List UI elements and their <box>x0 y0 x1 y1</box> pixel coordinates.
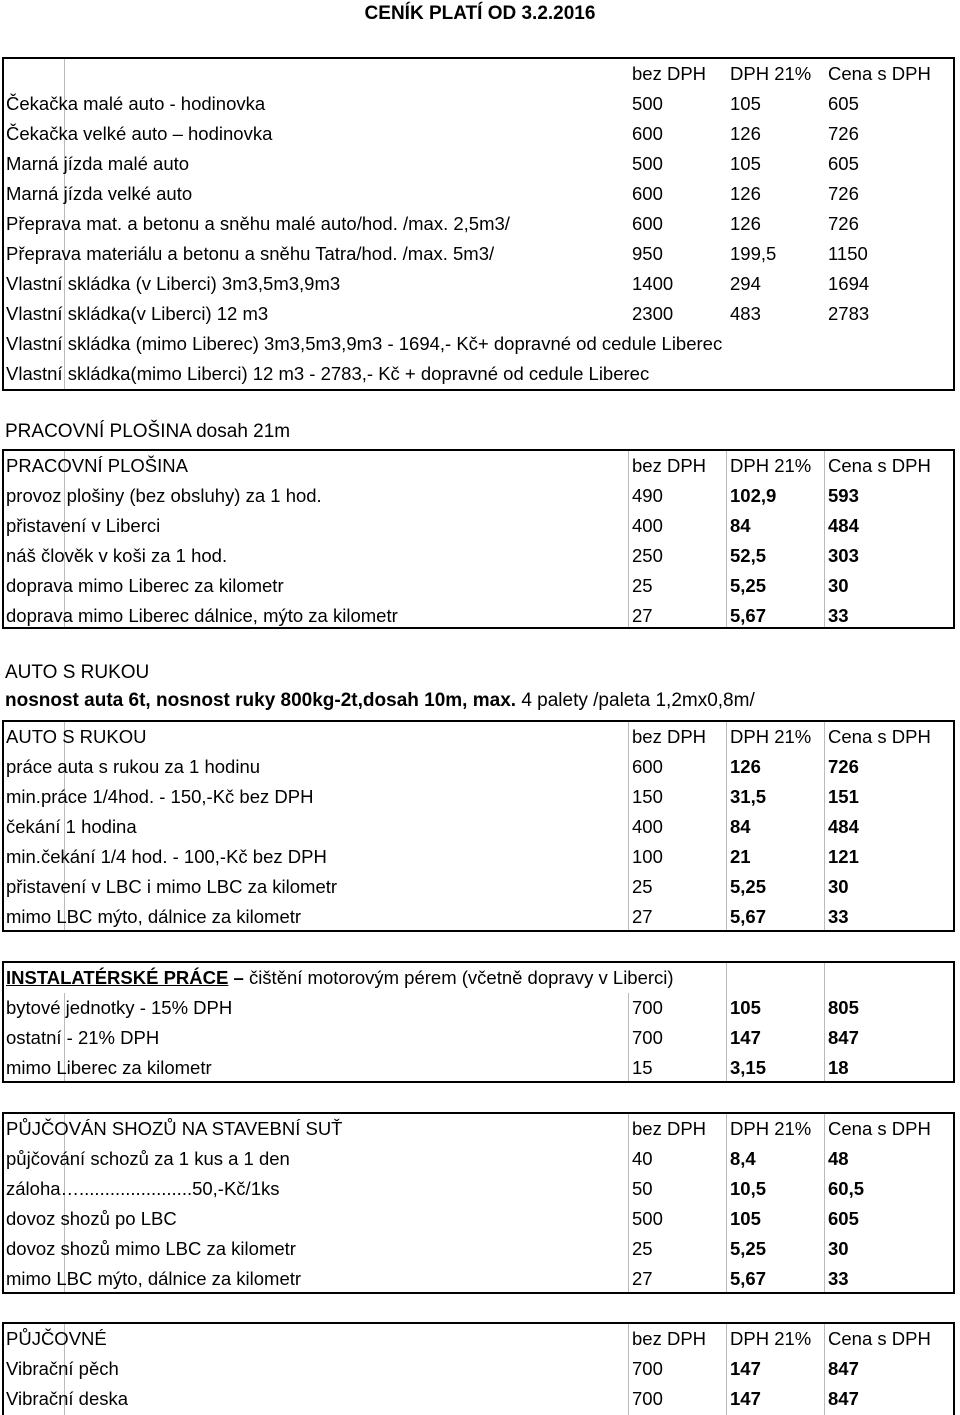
price-cena-s-dph: 151 <box>828 786 859 807</box>
col-header-bez-dph: bez DPH <box>632 726 707 747</box>
price-bez-dph: 500 <box>632 1208 663 1229</box>
section-subtitle-auto-s-rukou <box>5 690 755 712</box>
price-dph: 52,5 <box>730 545 767 566</box>
table-header-row <box>4 722 953 752</box>
row-label: dovoz shozů mimo LBC za kilometr <box>6 1238 296 1259</box>
row-label: náš člověk v koši za 1 hod. <box>6 545 228 566</box>
price-bez-dph: 490 <box>632 485 663 506</box>
row-label: čekání 1 hodina <box>6 816 137 837</box>
row-label: Vlastní skládka(v Liberci) 12 m3 <box>6 303 269 324</box>
table-row <box>4 1264 953 1294</box>
table-row <box>4 902 953 932</box>
price-cena-s-dph: 726 <box>828 183 859 204</box>
table-header-row <box>4 1324 953 1354</box>
table-row <box>4 209 953 239</box>
price-cena-s-dph: 726 <box>828 213 859 234</box>
col-header-cena: Cena s DPH <box>828 63 931 84</box>
row-label: záloha…......................50,-Kč/1ks <box>6 1178 280 1199</box>
table-row <box>4 481 953 511</box>
row-label: Vlastní skládka (mimo Liberec) 3m3,5m3,9m3 - 1694,- Kč+ dopravné od cedule Liberec <box>6 333 723 354</box>
price-cena-s-dph: 605 <box>828 93 859 114</box>
row-label: Přeprava mat. a betonu a sněhu malé auto/hod. /max. 2,5m3/ <box>6 213 510 234</box>
table-row <box>4 179 953 209</box>
price-dph: 5,25 <box>730 1238 767 1259</box>
price-cena-s-dph: 847 <box>828 1358 859 1379</box>
table-row <box>4 1023 953 1053</box>
price-cena-s-dph: 2783 <box>828 303 870 324</box>
price-dph: 483 <box>730 303 761 324</box>
price-table-instalaterske-prace <box>2 961 955 1083</box>
price-cena-s-dph: 605 <box>828 153 859 174</box>
header-dash: – <box>228 967 249 988</box>
table-row <box>4 299 953 329</box>
price-cena-s-dph: 18 <box>828 1057 849 1078</box>
price-dph: 5,25 <box>730 876 767 897</box>
table-row <box>4 1384 953 1414</box>
table-header-row <box>4 451 953 481</box>
price-cena-s-dph: 121 <box>828 846 859 867</box>
row-label: mimo LBC mýto, dálnice za kilometr <box>6 1268 302 1289</box>
col-header-bez-dph: bez DPH <box>632 455 707 476</box>
price-dph: 105 <box>730 997 761 1018</box>
price-dph: 3,15 <box>730 1057 767 1078</box>
price-bez-dph: 600 <box>632 183 663 204</box>
table-row <box>4 541 953 571</box>
table-row <box>4 571 953 601</box>
price-dph: 147 <box>730 1358 761 1379</box>
table-row <box>4 511 953 541</box>
price-dph: 147 <box>730 1027 761 1048</box>
table-row <box>4 601 953 631</box>
price-dph: 126 <box>730 123 761 144</box>
row-label: Vlastní skládka(mimo Liberci) 12 m3 - 2783,- Kč + dopravné od cedule Liberec <box>6 363 650 384</box>
table-row <box>4 1354 953 1384</box>
row-label: Přeprava materiálu a betonu a sněhu Tatra/hod. /max. 5m3/ <box>6 243 495 264</box>
price-bez-dph: 700 <box>632 1358 663 1379</box>
price-dph: 8,4 <box>730 1148 756 1169</box>
row-label: přistavení v LBC i mimo LBC za kilometr <box>6 876 338 897</box>
row-label: přistavení v Liberci <box>6 515 161 536</box>
table-header-label: PŮJČOVNÉ <box>6 1328 107 1349</box>
row-label: Vibrační deska <box>6 1388 129 1409</box>
col-header-cena: Cena s DPH <box>828 1328 931 1349</box>
price-bez-dph: 250 <box>632 545 663 566</box>
price-cena-s-dph: 1694 <box>828 273 870 294</box>
table-header-row <box>4 963 953 993</box>
table-header-label <box>6 963 678 993</box>
price-cena-s-dph: 805 <box>828 997 859 1018</box>
table-row <box>4 89 953 119</box>
table-row <box>4 1174 953 1204</box>
price-bez-dph: 27 <box>632 605 653 626</box>
col-header-cena: Cena s DPH <box>828 455 931 476</box>
table-header-label: PRACOVNÍ PLOŠINA <box>6 455 188 476</box>
price-dph: 5,67 <box>730 1268 767 1289</box>
col-header-dph: DPH 21% <box>730 455 812 476</box>
price-cena-s-dph: 847 <box>828 1027 859 1048</box>
row-label: mimo Liberec za kilometr <box>6 1057 212 1078</box>
row-label: Marná jízda malé auto <box>6 153 190 174</box>
row-label: práce auta s rukou za 1 hodinu <box>6 756 261 777</box>
col-header-cena: Cena s DPH <box>828 726 931 747</box>
header-bold: INSTALATÉRSKÉ PRÁCE <box>6 967 229 988</box>
table-row <box>4 239 953 269</box>
price-dph: 5,67 <box>730 605 767 626</box>
row-label: dovoz shozů po LBC <box>6 1208 177 1229</box>
table-row <box>4 782 953 812</box>
price-cena-s-dph: 726 <box>828 756 859 777</box>
price-table-auto-s-rukou <box>2 720 955 932</box>
price-dph: 126 <box>730 756 761 777</box>
price-bez-dph: 700 <box>632 1027 663 1048</box>
col-header-dph: DPH 21% <box>730 63 812 84</box>
price-table-pujcovne <box>2 1322 955 1415</box>
row-label: Marná jízda velké auto <box>6 183 193 204</box>
row-label: Čekačka velké auto – hodinovka <box>6 123 273 144</box>
table-row <box>4 119 953 149</box>
table-row <box>4 269 953 299</box>
price-cena-s-dph: 60,5 <box>828 1178 865 1199</box>
price-bez-dph: 25 <box>632 1238 653 1259</box>
price-cena-s-dph: 726 <box>828 123 859 144</box>
table-row <box>4 1204 953 1234</box>
price-cena-s-dph: 1150 <box>828 243 868 264</box>
price-dph: 102,9 <box>730 485 777 506</box>
price-bez-dph: 50 <box>632 1178 653 1199</box>
price-table-plosina <box>2 449 955 629</box>
price-bez-dph: 950 <box>632 243 663 264</box>
price-bez-dph: 15 <box>632 1057 653 1078</box>
price-cena-s-dph: 484 <box>828 816 859 837</box>
price-dph: 5,25 <box>730 575 767 596</box>
price-bez-dph: 27 <box>632 906 653 927</box>
col-header-bez-dph: bez DPH <box>632 63 707 84</box>
price-cena-s-dph: 593 <box>828 485 859 506</box>
subtitle-rest: 4 palety /paleta 1,2mx0,8m/ <box>516 690 755 711</box>
price-dph: 294 <box>730 273 761 294</box>
price-dph: 105 <box>730 1208 761 1229</box>
price-dph: 31,5 <box>730 786 767 807</box>
price-dph: 147 <box>730 1388 761 1409</box>
price-cena-s-dph: 30 <box>828 876 849 897</box>
table-row <box>4 993 953 1023</box>
row-label: doprava mimo Liberec dálnice, mýto za kilometr <box>6 605 398 626</box>
row-label: min.práce 1/4hod. - 150,-Kč bez DPH <box>6 786 314 807</box>
price-cena-s-dph: 303 <box>828 545 859 566</box>
section-title-plosina: PRACOVNÍ PLOŠINA dosah 21m <box>5 421 291 442</box>
row-label: Vibrační pěch <box>6 1358 119 1379</box>
table-header-label: AUTO S RUKOU <box>6 726 147 747</box>
price-dph: 84 <box>730 515 751 536</box>
table-row <box>4 1234 953 1264</box>
price-dph: 5,67 <box>730 906 767 927</box>
price-cena-s-dph: 30 <box>828 575 849 596</box>
col-header-cena: Cena s DPH <box>828 1118 931 1139</box>
price-bez-dph: 100 <box>632 846 663 867</box>
col-header-dph: DPH 21% <box>730 1118 812 1139</box>
price-bez-dph: 25 <box>632 876 653 897</box>
table-row <box>4 329 953 359</box>
price-cena-s-dph: 30 <box>828 1238 849 1259</box>
row-label: doprava mimo Liberec za kilometr <box>6 575 284 596</box>
price-bez-dph: 25 <box>632 575 653 596</box>
row-label: provoz plošiny (bez obsluhy) za 1 hod. <box>6 485 322 506</box>
table-header-label: PŮJČOVÁN SHOZŮ NA STAVEBNÍ SUŤ <box>6 1118 343 1139</box>
price-cena-s-dph: 48 <box>828 1148 849 1169</box>
price-dph: 105 <box>730 153 761 174</box>
col-header-bez-dph: bez DPH <box>632 1328 707 1349</box>
table-row <box>4 1053 953 1083</box>
header-rest: čištění motorovým pérem (včetně dopravy v Liberci) <box>248 967 674 988</box>
col-header-dph: DPH 21% <box>730 726 812 747</box>
table-row <box>4 872 953 902</box>
table-row <box>4 752 953 782</box>
price-cena-s-dph: 33 <box>828 605 849 626</box>
table-row <box>4 812 953 842</box>
price-cena-s-dph: 605 <box>828 1208 859 1229</box>
row-label: bytové jednotky - 15% DPH <box>6 997 233 1018</box>
price-bez-dph: 1400 <box>632 273 674 294</box>
price-dph: 10,5 <box>730 1178 767 1199</box>
price-table-shozy <box>2 1112 955 1294</box>
price-cena-s-dph: 847 <box>828 1388 859 1409</box>
price-bez-dph: 500 <box>632 93 663 114</box>
price-cena-s-dph: 33 <box>828 1268 849 1289</box>
subtitle-bold: nosnost auta 6t, nosnost ruky 800kg-2t,dosah 10m, max. <box>5 690 517 711</box>
price-bez-dph: 500 <box>632 153 663 174</box>
price-bez-dph: 600 <box>632 756 663 777</box>
col-header-dph: DPH 21% <box>730 1328 812 1349</box>
price-bez-dph: 700 <box>632 1388 663 1409</box>
price-bez-dph: 600 <box>632 123 663 144</box>
price-bez-dph: 400 <box>632 515 663 536</box>
table-row <box>4 1144 953 1174</box>
row-label: min.čekání 1/4 hod. - 100,-Kč bez DPH <box>6 846 327 867</box>
price-dph: 126 <box>730 183 761 204</box>
price-table-transport <box>2 57 955 391</box>
price-bez-dph: 2300 <box>632 303 674 324</box>
price-dph: 199,5 <box>730 243 777 264</box>
price-bez-dph: 700 <box>632 997 663 1018</box>
price-cena-s-dph: 33 <box>828 906 849 927</box>
table-header-row <box>4 1114 953 1144</box>
price-bez-dph: 150 <box>632 786 663 807</box>
price-bez-dph: 40 <box>632 1148 653 1169</box>
price-cena-s-dph: 484 <box>828 515 859 536</box>
row-label: ostatní - 21% DPH <box>6 1027 160 1048</box>
price-dph: 84 <box>730 816 751 837</box>
row-label: mimo LBC mýto, dálnice za kilometr <box>6 906 302 927</box>
price-dph: 126 <box>730 213 761 234</box>
col-header-bez-dph: bez DPH <box>632 1118 707 1139</box>
page-title: CENÍK PLATÍ OD 3.2.2016 <box>364 3 596 24</box>
price-bez-dph: 27 <box>632 1268 653 1289</box>
row-label: půjčování schozů za 1 kus a 1 den <box>6 1148 290 1169</box>
row-label: Vlastní skládka (v Liberci) 3m3,5m3,9m3 <box>6 273 341 294</box>
table-row <box>4 842 953 872</box>
row-label: Čekačka malé auto - hodinovka <box>6 93 266 114</box>
price-dph: 105 <box>730 93 761 114</box>
price-bez-dph: 400 <box>632 816 663 837</box>
table-header-row <box>4 59 953 89</box>
section-title-auto-s-rukou: AUTO S RUKOU <box>5 662 150 683</box>
table-row <box>4 359 953 389</box>
price-bez-dph: 600 <box>632 213 663 234</box>
table-row <box>4 149 953 179</box>
price-dph: 21 <box>730 846 751 867</box>
